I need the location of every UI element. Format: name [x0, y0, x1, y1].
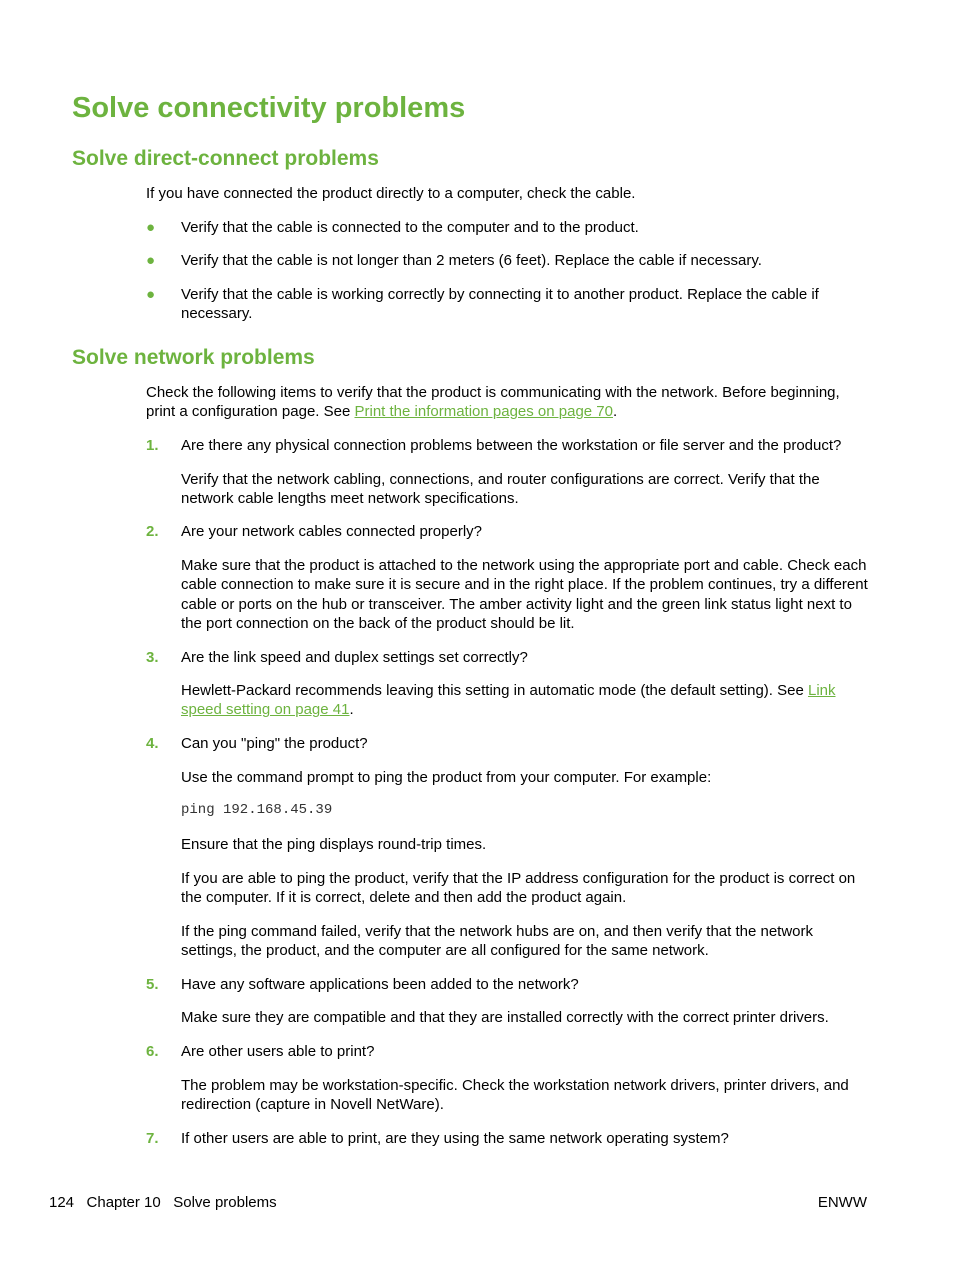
item-number: 7.	[146, 1130, 159, 1147]
answer-text-end: .	[349, 701, 354, 719]
network-intro	[146, 383, 868, 422]
bullet-text: Verify that the cable is connected to the computer and to the product.	[181, 219, 639, 236]
page-title: Solve connectivity problems	[72, 92, 466, 124]
item-answer: If the ping command failed, verify that the network hubs are on, and then verify that the network settings, the product, and the computer are all configured for the same network.	[181, 923, 814, 960]
bullet-icon: ●	[146, 286, 156, 303]
item-number: 5.	[146, 976, 159, 993]
footer-page-info: 124 Chapter 10 Solve problems	[49, 1194, 277, 1211]
item-question: Are the link speed and duplex settings set correctly?	[181, 649, 528, 666]
item-question: Are other users able to print?	[181, 1043, 375, 1060]
bullet-text: Verify that the cable is not longer than 2 meters (6 feet). Replace the cable if necessary.	[181, 252, 762, 269]
item-number: 1.	[146, 437, 159, 454]
item-number: 4.	[146, 735, 159, 752]
print-info-pages-link[interactable]: Print the information pages on page 70	[354, 403, 613, 421]
item-answer: Ensure that the ping displays round-trip times.	[181, 836, 487, 853]
item-answer: Make sure that the product is attached to the network using the appropriate port and cable. Check each cable connection to make sure it is secure and in the right place. If the problem continues, try a different cable or ports on the hub or transceiver. The amber activity light and the green link status light next to the port connection on the back of the product should be lit.	[181, 557, 868, 633]
item-answer: Verify that the network cabling, connections, and router configurations are correct. Verify that the network cable lengths meet network specifications.	[181, 471, 820, 508]
item-number: 3.	[146, 649, 159, 666]
item-answer: Use the command prompt to ping the product from your computer. For example:	[181, 769, 712, 786]
ping-command-example: ping 192.168.45.39	[181, 802, 333, 818]
item-question: Can you "ping" the product?	[181, 735, 368, 752]
bullet-text: Verify that the cable is working correctly by connecting it to another product. Replace the cable if necessary.	[181, 286, 819, 323]
network-intro-text: Check the following items to verify that the product is communicating with the network. Before beginning, print a configuration page. See	[146, 384, 840, 421]
item-answer: The problem may be workstation-specific. Check the workstation network drivers, printer drivers, and redirection (capture in Novell NetWare).	[181, 1077, 849, 1114]
bullet-icon: ●	[146, 219, 156, 236]
direct-connect-intro: If you have connected the product directly to a computer, check the cable.	[146, 185, 636, 202]
network-intro-end: .	[613, 403, 618, 421]
network-heading: Solve network problems	[72, 346, 315, 369]
footer-locale: ENWW	[817, 1194, 867, 1211]
item-answer: Make sure they are compatible and that they are installed correctly with the correct printer drivers.	[181, 1009, 829, 1026]
link-speed-setting-link[interactable]: Link speed setting on page 41	[181, 682, 836, 719]
item-question: If other users are able to print, are they using the same network operating system?	[181, 1130, 729, 1147]
direct-connect-heading: Solve direct-connect problems	[72, 147, 379, 170]
item-question: Are your network cables connected properly?	[181, 523, 482, 540]
item-number: 2.	[146, 523, 159, 540]
answer-text: Hewlett-Packard recommends leaving this setting in automatic mode (the default setting). See	[181, 682, 808, 699]
item-question: Are there any physical connection problems between the workstation or file server and the product?	[181, 437, 842, 454]
item-question: Have any software applications been added to the network?	[181, 976, 579, 993]
item-answer: If you are able to ping the product, verify that the IP address configuration for the product is correct on the computer. If it is correct, delete and then add the product again.	[181, 870, 856, 907]
item-answer	[181, 681, 869, 720]
item-number: 6.	[146, 1043, 159, 1060]
bullet-icon: ●	[146, 252, 156, 269]
